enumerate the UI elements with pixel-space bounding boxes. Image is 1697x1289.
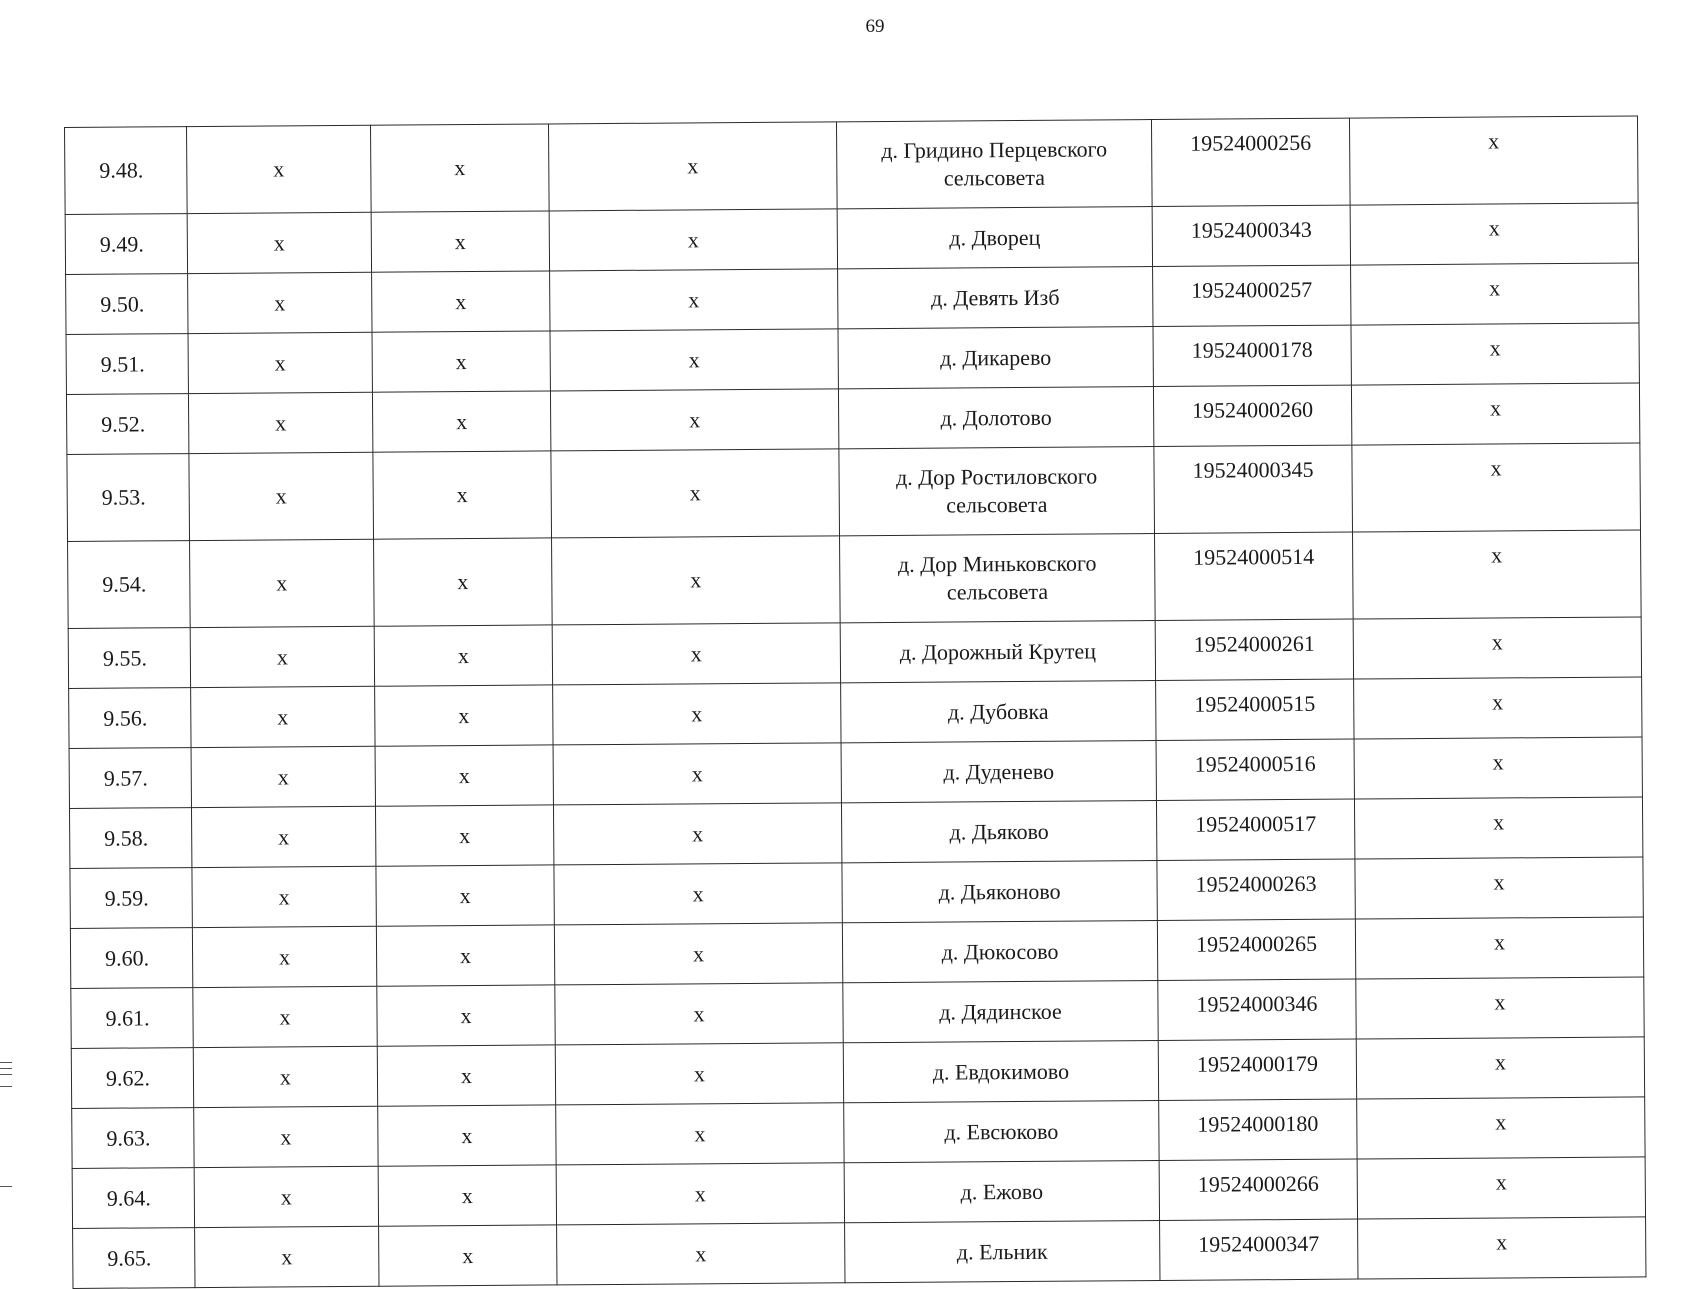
- row-number: 9.61.: [71, 988, 193, 1049]
- row-number: 9.65.: [73, 1228, 195, 1289]
- oktmo-code: 19524000257: [1153, 265, 1351, 326]
- register-table-body: [65, 116, 1646, 1288]
- cell-col3: x: [376, 925, 554, 986]
- cell-col7: x: [1352, 443, 1641, 532]
- oktmo-code: 19524000178: [1153, 325, 1351, 386]
- cell-col7: x: [1351, 323, 1639, 385]
- cell-col7: x: [1357, 1097, 1645, 1159]
- cell-col3: x: [373, 451, 552, 539]
- cell-col3: x: [377, 1045, 555, 1106]
- cell-col2: x: [189, 452, 374, 540]
- settlement-name: д. Дюкосово: [842, 921, 1157, 983]
- cell-col7: x: [1357, 1157, 1645, 1219]
- table-row: [68, 530, 1642, 629]
- cell-col4: x: [553, 803, 841, 865]
- cell-col2: x: [191, 806, 375, 867]
- row-number: 9.50.: [66, 274, 188, 335]
- settlement-name: д. Девять Изб: [838, 267, 1153, 329]
- settlement-name: д. Дубовка: [841, 681, 1156, 743]
- oktmo-code: 19524000260: [1153, 385, 1351, 446]
- cell-col4: x: [553, 743, 841, 805]
- cell-col4: x: [556, 1103, 844, 1165]
- cell-col3: x: [378, 1105, 556, 1166]
- row-number: 9.55.: [68, 628, 190, 689]
- settlement-name: д. Дор Ростиловского сельсовета: [839, 447, 1155, 536]
- cell-col3: x: [372, 331, 550, 392]
- oktmo-code: 19524000516: [1156, 739, 1354, 800]
- scan-mark: [0, 1086, 12, 1087]
- cell-col3: x: [372, 391, 550, 452]
- settlement-name: д. Дор Миньковского сельсовета: [840, 534, 1156, 623]
- cell-col4: x: [552, 623, 840, 685]
- cell-col4: x: [554, 923, 842, 985]
- row-number: 9.59.: [70, 868, 192, 929]
- cell-col3: x: [374, 625, 552, 686]
- oktmo-code: 19524000263: [1157, 859, 1355, 920]
- oktmo-code: 19524000345: [1154, 445, 1353, 533]
- cell-col7: x: [1351, 263, 1639, 325]
- cell-col7: x: [1356, 1037, 1644, 1099]
- cell-col3: x: [372, 271, 550, 332]
- cell-col2: x: [191, 746, 375, 807]
- oktmo-code: 19524000517: [1156, 799, 1354, 860]
- row-number: 9.52.: [66, 394, 188, 455]
- cell-col3: x: [375, 745, 553, 806]
- cell-col3: x: [379, 1225, 557, 1286]
- cell-col4: x: [548, 122, 837, 211]
- cell-col2: x: [188, 272, 372, 333]
- cell-col3: x: [374, 538, 553, 626]
- cell-col4: x: [556, 1163, 844, 1225]
- row-number: 9.51.: [66, 334, 188, 395]
- cell-col2: x: [193, 986, 377, 1047]
- cell-col7: x: [1358, 1217, 1646, 1279]
- cell-col3: x: [377, 985, 555, 1046]
- register-table: [64, 115, 1646, 1289]
- cell-col2: x: [194, 1106, 378, 1167]
- oktmo-code: 19524000266: [1159, 1159, 1357, 1220]
- cell-col2: x: [195, 1226, 379, 1287]
- settlement-name: д. Евдокимово: [843, 1041, 1158, 1103]
- cell-col4: x: [550, 329, 838, 391]
- table-row: [65, 116, 1639, 215]
- oktmo-code: 19524000179: [1158, 1039, 1356, 1100]
- row-number: 9.58.: [69, 808, 191, 869]
- settlement-name: д. Дядинское: [843, 981, 1158, 1043]
- settlement-name: д. Ежово: [844, 1161, 1159, 1223]
- row-number: 9.54.: [68, 541, 191, 629]
- cell-col3: x: [375, 685, 553, 746]
- scan-mark: [0, 1062, 12, 1063]
- page-number: 69: [865, 16, 885, 37]
- row-number: 9.53.: [67, 454, 190, 542]
- cell-col4: x: [553, 683, 841, 745]
- cell-col2: x: [192, 866, 376, 927]
- cell-col7: x: [1355, 917, 1643, 979]
- oktmo-code: 19524000261: [1155, 619, 1353, 680]
- row-number: 9.57.: [69, 748, 191, 809]
- cell-col2: x: [187, 212, 371, 273]
- cell-col4: x: [554, 863, 842, 925]
- cell-col4: x: [555, 983, 843, 1045]
- scan-mark: [0, 1186, 12, 1187]
- cell-col2: x: [187, 125, 372, 213]
- cell-col4: x: [550, 389, 838, 451]
- table-row: [73, 1217, 1646, 1289]
- cell-col7: x: [1349, 116, 1638, 205]
- cell-col7: x: [1351, 383, 1639, 445]
- cell-col7: x: [1354, 737, 1642, 799]
- scan-mark: [0, 1074, 12, 1075]
- cell-col7: x: [1353, 617, 1641, 679]
- cell-col2: x: [190, 539, 375, 627]
- settlement-name: д. Дуденево: [841, 741, 1156, 803]
- register-table-wrap: [64, 115, 1645, 1288]
- settlement-name: д. Евсюково: [844, 1101, 1159, 1163]
- cell-col7: x: [1350, 203, 1638, 265]
- settlement-name: д. Дьяково: [841, 801, 1156, 863]
- oktmo-code: 19524000514: [1155, 532, 1354, 620]
- cell-col7: x: [1354, 797, 1642, 859]
- cell-col7: x: [1354, 677, 1642, 739]
- cell-col2: x: [188, 392, 372, 453]
- cell-col4: x: [552, 536, 841, 625]
- cell-col3: x: [370, 124, 549, 212]
- oktmo-code: 19524000515: [1156, 679, 1354, 740]
- cell-col3: x: [376, 865, 554, 926]
- oktmo-code: 19524000343: [1152, 205, 1350, 266]
- settlement-name: д. Гридино Перцевского сельсовета: [836, 120, 1152, 209]
- cell-col3: x: [371, 211, 549, 272]
- row-number: 9.63.: [72, 1108, 194, 1169]
- row-number: 9.48.: [65, 127, 188, 215]
- row-number: 9.49.: [65, 214, 187, 275]
- cell-col3: x: [375, 805, 553, 866]
- scan-mark: [0, 1068, 12, 1069]
- cell-col2: x: [193, 1046, 377, 1107]
- oktmo-code: 19524000256: [1151, 118, 1350, 206]
- cell-col7: x: [1356, 977, 1644, 1039]
- cell-col3: x: [378, 1165, 556, 1226]
- cell-col2: x: [190, 626, 374, 687]
- cell-col2: x: [192, 926, 376, 987]
- row-number: 9.62.: [71, 1048, 193, 1109]
- settlement-name: д. Ельник: [845, 1220, 1160, 1282]
- cell-col4: x: [551, 449, 840, 538]
- settlement-name: д. Дорожный Крутец: [840, 621, 1155, 683]
- cell-col4: x: [550, 269, 838, 331]
- cell-col4: x: [557, 1223, 845, 1285]
- row-number: 9.56.: [69, 688, 191, 749]
- cell-col7: x: [1355, 857, 1643, 919]
- settlement-name: д. Дьяконово: [842, 861, 1157, 923]
- row-number: 9.64.: [72, 1168, 194, 1229]
- cell-col2: x: [194, 1166, 378, 1227]
- cell-col2: x: [191, 686, 375, 747]
- cell-col4: x: [549, 209, 837, 271]
- oktmo-code: 19524000346: [1158, 979, 1356, 1040]
- cell-col2: x: [188, 332, 372, 393]
- cell-col4: x: [555, 1043, 843, 1105]
- settlement-name: д. Дворец: [837, 207, 1152, 269]
- oktmo-code: 19524000265: [1157, 919, 1355, 980]
- cell-col7: x: [1353, 530, 1642, 619]
- row-number: 9.60.: [70, 928, 192, 989]
- settlement-name: д. Дикарево: [838, 327, 1153, 389]
- oktmo-code: 19524000180: [1159, 1099, 1357, 1160]
- table-row: [67, 443, 1641, 542]
- settlement-name: д. Долотово: [838, 387, 1153, 449]
- oktmo-code: 19524000347: [1160, 1219, 1358, 1280]
